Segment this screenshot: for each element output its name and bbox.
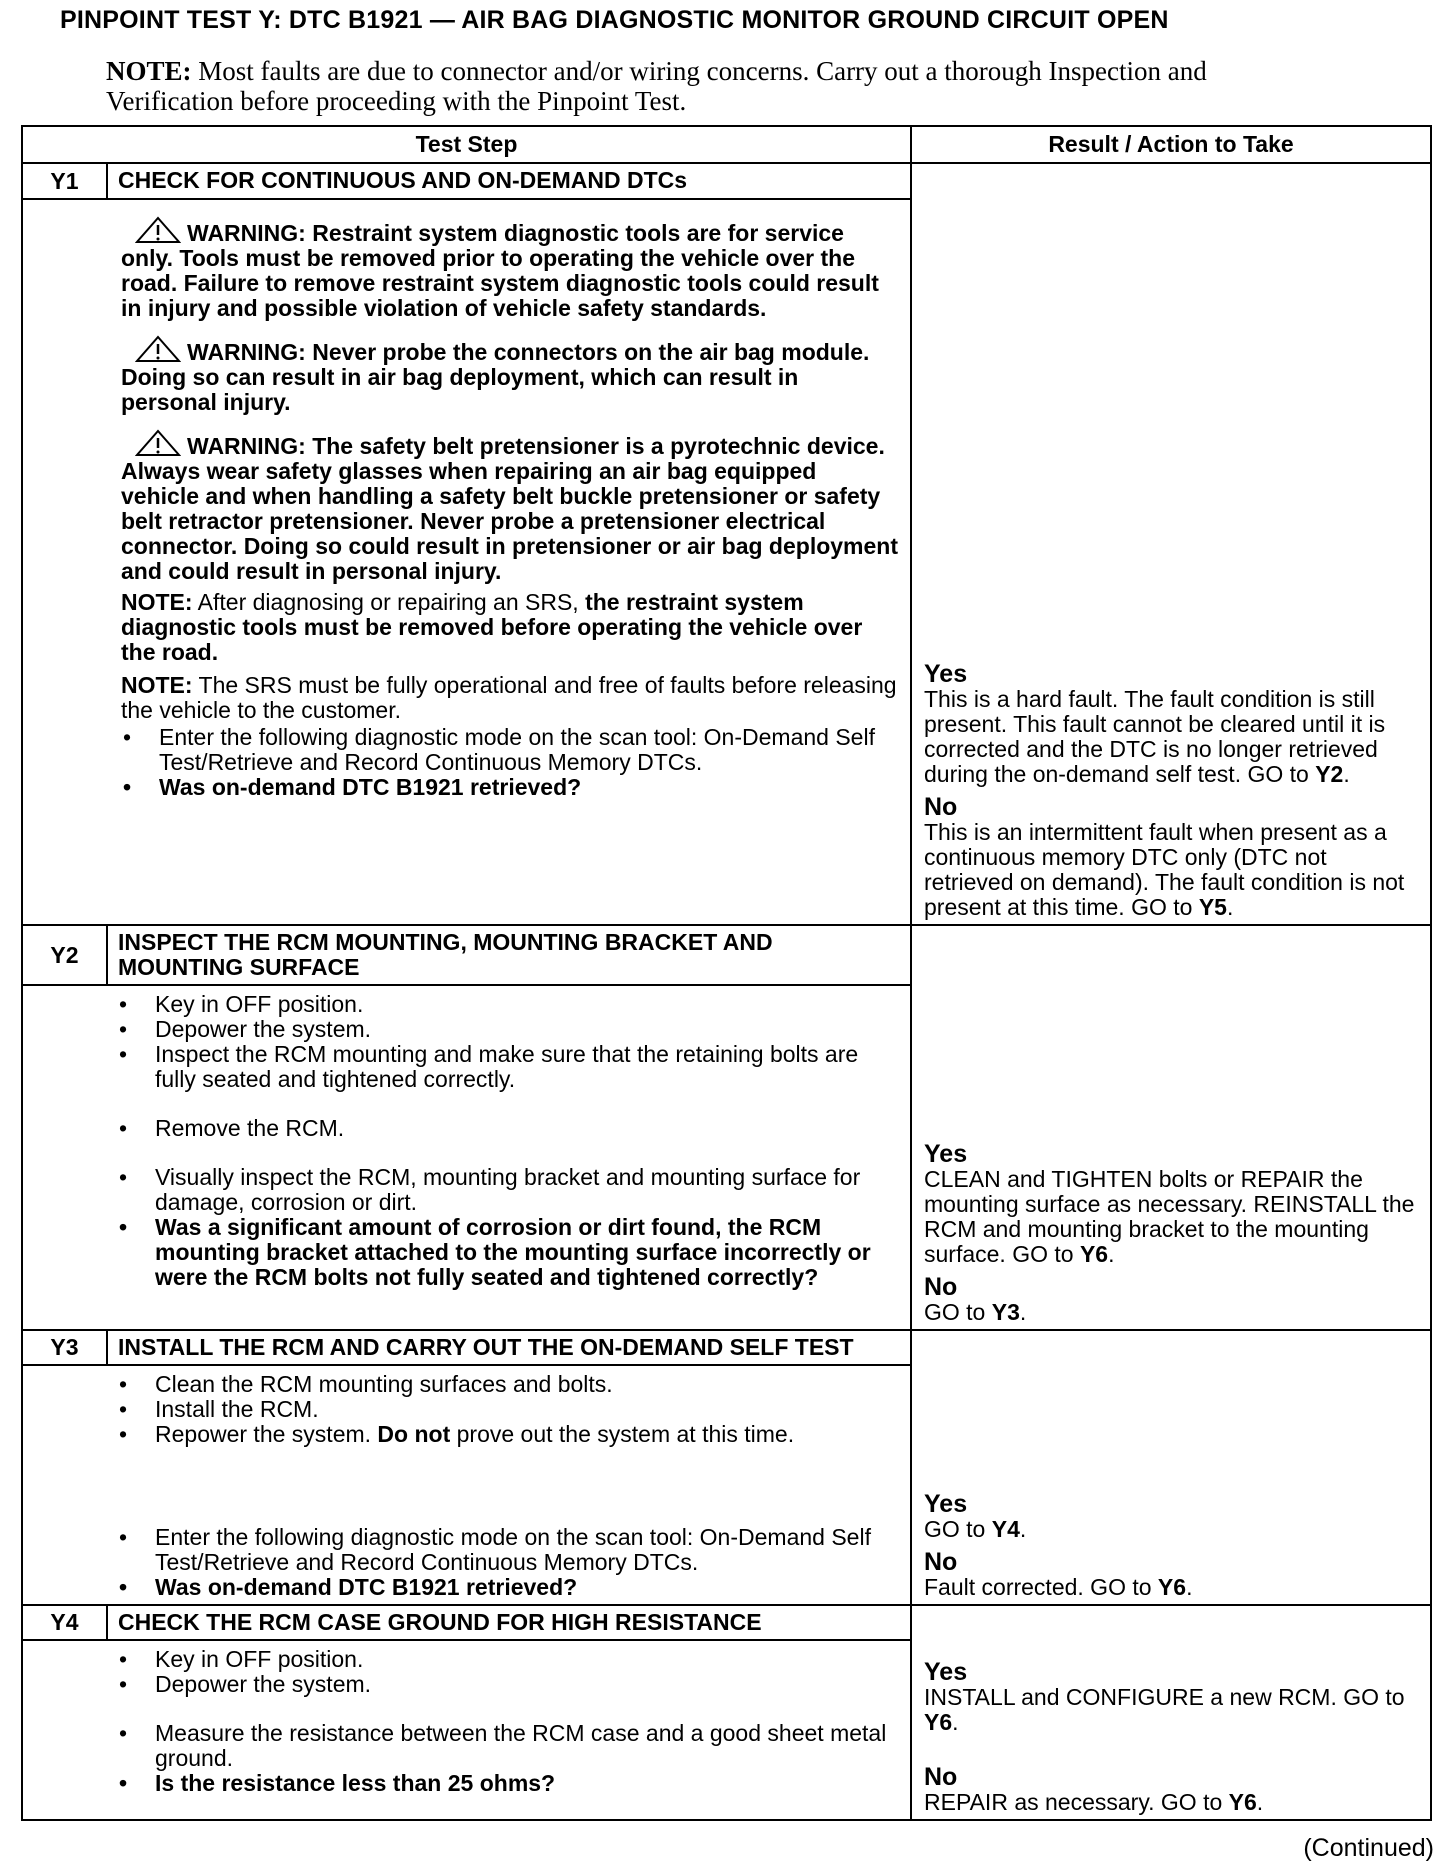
step-question: • Was a significant amount of corrosion or dirt found, the RCM mounting bracket attached to the mounting surface incorrectly or were the RCM bolts not fully seated and tightened correctly? [117,1215,900,1290]
list-item: • Depower the system. [117,1017,900,1042]
no-label: No [924,1763,958,1791]
list-item: • Depower the system. [117,1672,900,1697]
list-item: • Enter the following diagnostic mode on the scan tool: On-Demand Self Test/Retrieve and Record Continuous Memory DTCs. [117,1525,900,1575]
step-y1-title-row [22,163,1431,199]
step-y4-title-row [22,1605,1431,1640]
step-title: CHECK THE RCM CASE GROUND FOR HIGH RESISTANCE [107,1605,911,1640]
intro-note-text: Most faults are due to connector and/or wiring concerns. Carry out a thorough Inspection and Verification before proceeding with the Pinpoint Test. [106,56,1207,116]
warning-icon [135,335,181,363]
list-item: • Visually inspect the RCM, mounting bracket and mounting surface for damage, corrosion or dirt. [117,1165,900,1215]
step-id: Y2 [22,925,107,985]
list-item: • Key in OFF position. [117,1647,900,1672]
list-item: • Inspect the RCM mounting and make sure that the retaining bolts are fully seated and tightened correctly. [117,1042,900,1092]
list-item: • Enter the following diagnostic mode on the scan tool: On-Demand Self Test/Retrieve and Record Continuous Memory DTCs. [121,725,900,775]
yes-label: Yes [924,660,968,688]
intro-note-label: NOTE: [106,56,192,86]
header-test-step: Test Step [22,126,911,163]
step-y1-result [911,163,1431,925]
yes-action: GO to Y4. [924,1516,1027,1542]
no-action: This is an intermittent fault when present as a continuous memory DTC only (DTC not retrieved on demand). The fault condition is not present at this time. GO to Y5. [924,819,1405,920]
step-y3-bullets [117,1372,900,1447]
step-question: • Is the resistance less than 25 ohms? [117,1771,900,1796]
step-y2-bullets [117,992,900,1092]
yes-action: This is a hard fault. The fault condition is still present. This fault cannot be cleared until it is corrected and the DTC is no longer retrieved during the on-demand self test. GO to Y2. [924,686,1386,787]
step-question: • Was on-demand DTC B1921 retrieved? [117,1575,900,1600]
list-item: • Repower the system. Do not prove out the system at this time. [117,1422,900,1447]
list-item: • Measure the resistance between the RCM case and a good sheet metal ground. [117,1721,900,1771]
yes-action: CLEAN and TIGHTEN bolts or REPAIR the mounting surface as necessary. REINSTALL the RCM and mounting bracket to the mounting surface. GO to Y6. [924,1166,1415,1267]
step-y1-bullets [121,725,900,800]
step-y3-result [911,1330,1431,1605]
list-item: • Clean the RCM mounting surfaces and bolts. [117,1372,900,1397]
step-y4-body [22,1640,911,1820]
warning-2: WARNING: Never probe the connectors on the air bag module. Doing so can result in air bag deployment, which can result in personal injury. [121,335,900,415]
yes-label: Yes [924,1140,968,1168]
step-y2-body [22,985,911,1330]
warning-3: WARNING: The safety belt pretensioner is a pyrotechnic device. Always wear safety glasses when repairing an air bag equipped vehicle and when handling a safety belt buckle pretensioner or safety belt retractor pretensioner. Never probe a pretensioner electrical connector. Doing so could result in pretensioner or air bag deployment and could result in personal injury. [121,429,900,584]
no-action: GO to Y3. [924,1299,1027,1325]
step-y4-bullets [117,1647,900,1697]
list-item: • Remove the RCM. [117,1116,900,1141]
step-y3-title-row [22,1330,1431,1365]
step-id: Y4 [22,1605,107,1640]
warning-1: WARNING: Restraint system diagnostic tools are for service only. Tools must be removed prior to operating the vehicle over the road. Failure to remove restraint system diagnostic tools could result in injury and possible violation of vehicle safety standards. [121,216,900,321]
step-y3-body [22,1365,911,1605]
step-y1-body [22,199,911,925]
yes-label: Yes [924,1658,968,1686]
step-title: INSTALL THE RCM AND CARRY OUT THE ON-DEMAND SELF TEST [107,1330,911,1365]
header-result: Result / Action to Take [911,126,1431,163]
no-action: REPAIR as necessary. GO to Y6. [924,1789,1264,1815]
no-action: Fault corrected. GO to Y6. [924,1574,1193,1600]
step-y2-bullets-b [117,1116,900,1141]
warning-icon [135,429,181,457]
warning-icon [135,216,181,244]
table-header-row [22,126,1431,163]
continued-label: (Continued) [1303,1834,1434,1862]
step-y4-bullets-b [117,1721,900,1796]
list-item: • Install the RCM. [117,1397,900,1422]
step-y2-title-row [22,925,1431,985]
step-y4-result [911,1605,1431,1820]
yes-action: INSTALL and CONFIGURE a new RCM. GO to Y6. [924,1684,1405,1735]
step-title: INSPECT THE RCM MOUNTING, MOUNTING BRACKET AND MOUNTING SURFACE [107,925,911,985]
page-title: PINPOINT TEST Y: DTC B1921 — AIR BAG DIAGNOSTIC MONITOR GROUND CIRCUIT OPEN [60,6,1169,34]
no-label: No [924,1548,958,1576]
note-srs-tools: NOTE: After diagnosing or repairing an SRS, the restraint system diagnostic tools must be removed before operating the vehicle over the road. [121,589,863,665]
no-label: No [924,1273,958,1301]
list-item: • Key in OFF position. [117,992,900,1017]
step-y3-bullets-b [117,1525,900,1600]
step-id: Y3 [22,1330,107,1365]
step-title: CHECK FOR CONTINUOUS AND ON-DEMAND DTCs [107,163,911,199]
step-question: • Was on-demand DTC B1921 retrieved? [121,775,900,800]
step-id: Y1 [22,163,107,199]
pinpoint-table [21,125,1432,1821]
no-label: No [924,793,958,821]
yes-label: Yes [924,1490,968,1518]
intro-note [106,56,1306,116]
step-y2-result [911,925,1431,1330]
step-y2-bullets-c [117,1165,900,1290]
note-srs-operational: NOTE: The SRS must be fully operational and free of faults before releasing the vehicle to the customer. [121,672,897,723]
